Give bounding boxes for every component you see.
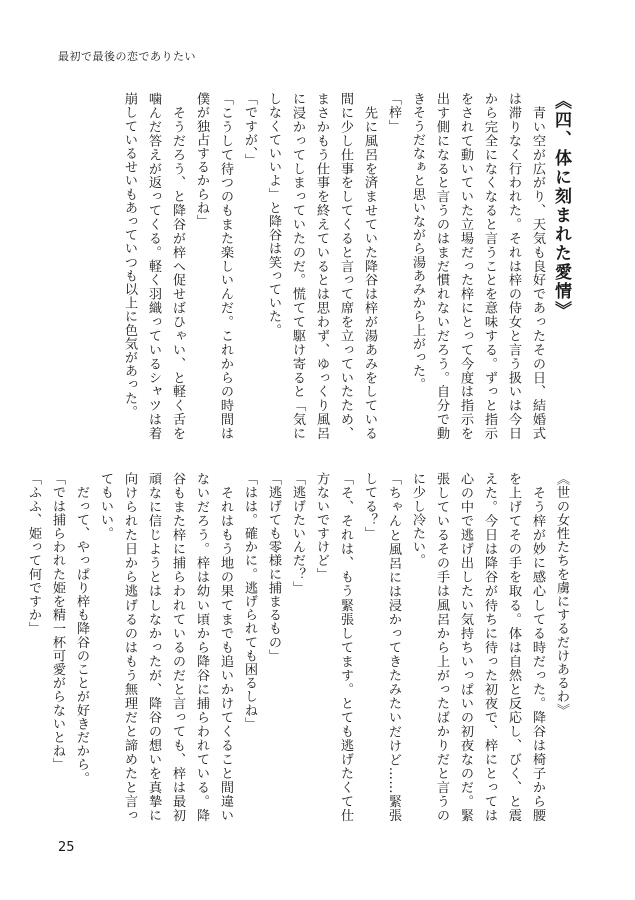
- paragraph: それはもう地の果てまでも追いかけてくること間違いないだろう。梓は幼い頃から降谷に捕らわれている。降谷もまた梓に捕らわれているのだと言っても、梓は最初頑なに信じようとはしなかったが、降谷の想いを真摯に向けられた日から逃げるのはもう無理だと諦めたと言ってもいい。: [98, 472, 233, 822]
- dialogue-line: 「梓」: [386, 92, 401, 133]
- dialogue-line: 「そ、それは、もう緊張してます。とても逃げたくて仕方ないですけど」: [314, 472, 353, 822]
- top-text-block: [73, 92, 573, 440]
- dialogue-line: 「逃げても零様に捕まるもの」: [266, 472, 281, 663]
- running-header: 最初で最後の恋でありたい: [58, 50, 196, 63]
- paragraph: そうだろう、と降谷が梓へ促せばひゃい、と軽く舌を噛んだ答えが返ってくる。軽く羽織っているシャツは着崩しているせいもあっていつも以上に色気があった。: [122, 92, 185, 440]
- paragraph: そう梓が妙に感心してる時だった。降谷は椅子から腰を上げてその手を取る。体は自然と反応し、びく、と震えた。今日は降谷が待ちに待った初夜で、梓にとっては心の中で逃げ出したい気持ちいっぱいの初夜なのだ。緊張しているその手は風呂から上がったばかりだと言うのに少し冷たい。: [410, 472, 545, 822]
- paragraph: 青い空が広がり、天気も良好であったその日、結婚式は滞りなく行われた。それは梓の侍女と言う扱いは今日から完全になくなると言うことを意味する。ずっと指示をされて動いていた立場だった梓にとって今度は指示を出す側になると言うのはまだ慣れないだろう。自分で動きそうだなぁと思いながら湯あみから上がった。: [410, 92, 545, 440]
- dialogue-line: 「はは。確かに。逃げられても困るしね」: [242, 472, 257, 731]
- dialogue-line: 「こうして待つのもまた楽しいんだ。これからの時間は僕が独占するからね」: [194, 92, 233, 440]
- dialogue-line: 「逃げたいんだ？」: [290, 472, 305, 595]
- dialogue-line: 「ふふ、姫って何ですか」: [26, 472, 41, 636]
- dialogue-line: 「ちゃんと風呂には浸かってきたみたいだけど……緊張してる？」: [362, 472, 401, 822]
- dialogue-line: 「ですが、」: [242, 92, 257, 167]
- page-number: 25: [58, 840, 75, 855]
- dialogue-line: 「では捕らわれた姫を精一杯可愛がらないとね」: [50, 472, 65, 772]
- dialogue-line: 《世の女性たちを虜にするだけあるわ》: [554, 472, 569, 717]
- bottom-text-block: [26, 472, 573, 822]
- paragraph: だって、やっぱり梓も降谷のことが好きだから。: [74, 472, 89, 785]
- chapter-title: 《四、体に刻まれた愛情》: [551, 92, 571, 320]
- paragraph: 先に風呂を済ませていた降谷は梓が湯あみをしている間に少し仕事をしてくると言って席を立っていたため、まさかもう仕事を終えているとは思わず、ゆっくり風呂に浸かってしまっていたのだ。慌てて駆け寄ると「気にしなくていいよ」と降谷は笑っていた。: [266, 92, 377, 440]
